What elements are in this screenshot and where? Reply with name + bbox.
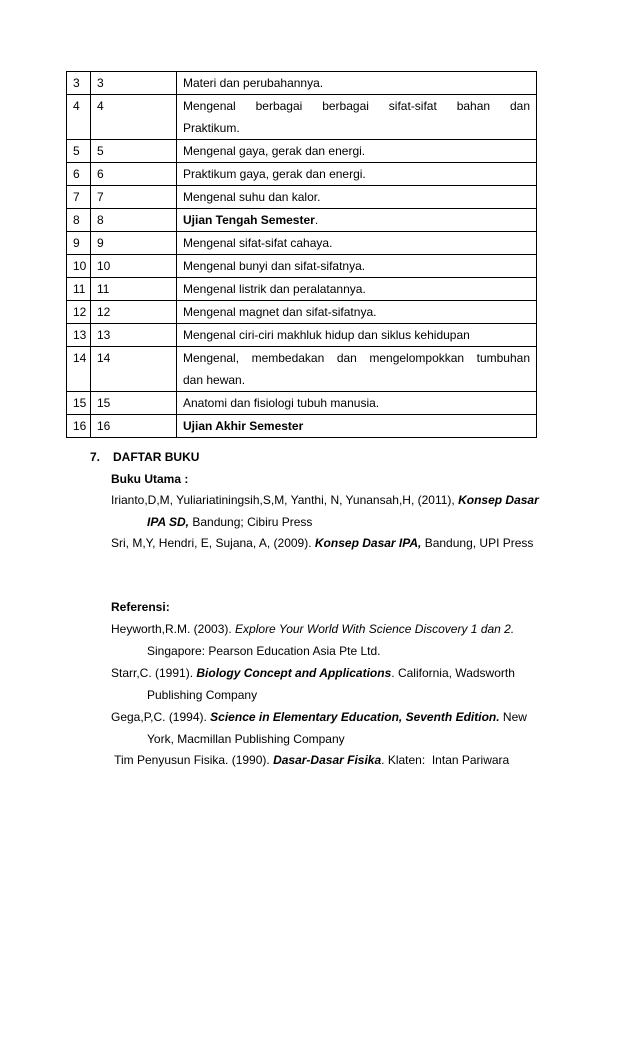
table-row: [67, 209, 537, 232]
book-publisher: Bandung; Cibiru Press: [189, 515, 313, 529]
row-topic: [177, 209, 537, 232]
row-number: 6: [67, 163, 91, 186]
row-week: 7: [91, 186, 177, 209]
table-row: [67, 232, 537, 255]
book-publisher: Bandung, UPI Press: [421, 536, 534, 550]
row-topic: Materi dan perubahannya.: [177, 72, 537, 95]
row-topic: Mengenal gaya, gerak dan energi.: [177, 140, 537, 163]
reference-entry-cont: Publishing Company: [147, 688, 258, 702]
table-row: [67, 392, 537, 415]
row-topic: Mengenal listrik dan peralatannya.: [177, 278, 537, 301]
row-week: 11: [91, 278, 177, 301]
main-books-heading: Buku Utama :: [111, 472, 189, 486]
ref-authors: Tim Penyusun Fisika. (1990).: [111, 753, 274, 767]
reference-entry: [111, 621, 514, 637]
row-topic-tail: .: [314, 213, 319, 227]
row-week: 3: [91, 72, 177, 95]
row-number: 7: [67, 186, 91, 209]
midterm-exam-label: Ujian Tengah Semester: [183, 213, 315, 227]
table-row: [67, 163, 537, 186]
row-topic: Mengenal sifat-sifat cahaya.: [177, 232, 537, 255]
row-topic: Anatomi dan fisiologi tubuh manusia.: [177, 392, 537, 415]
row-week: 13: [91, 324, 177, 347]
row-topic-line1: Mengenal berbagai berbagai sifat-sifat bahan dan: [183, 99, 530, 113]
book-entry: [111, 492, 539, 508]
row-week: 12: [91, 301, 177, 324]
table-row: [67, 255, 537, 278]
row-number: 5: [67, 140, 91, 163]
row-number: 13: [67, 324, 91, 347]
section-title: [90, 449, 590, 465]
row-week: 16: [91, 415, 177, 438]
reference-entry-cont: York, Macmillan Publishing Company: [147, 732, 345, 746]
table-row: [67, 186, 537, 209]
ref-publisher: . California, Wadsworth: [391, 666, 515, 680]
ref-authors: Gega,P,C. (1994).: [111, 710, 211, 724]
book-authors: Irianto,D,M, Yuliariatiningsih,S,M, Yanthi, N, Yunansah,H, (2011),: [111, 493, 459, 507]
row-week: 10: [91, 255, 177, 278]
book-entry: [111, 535, 533, 551]
table-row: [67, 95, 537, 140]
book-title: Konsep Dasar: [458, 493, 539, 507]
table-row: [67, 278, 537, 301]
book-list-section: [90, 449, 590, 465]
ref-authors: Heyworth,R.M. (2003).: [111, 622, 236, 636]
table-row: [67, 347, 537, 392]
section-title-text: DAFTAR BUKU: [113, 450, 200, 464]
table-row: [67, 301, 537, 324]
row-topic: Praktikum gaya, gerak dan energi.: [177, 163, 537, 186]
row-number: 16: [67, 415, 91, 438]
schedule-table: [66, 71, 537, 438]
table-row: [67, 324, 537, 347]
row-week: 4: [91, 95, 177, 140]
book-title: IPA SD,: [147, 515, 190, 529]
row-number: 8: [67, 209, 91, 232]
ref-authors: Starr,C. (1991).: [111, 666, 197, 680]
section-number: 7.: [90, 450, 101, 464]
row-number: 11: [67, 278, 91, 301]
row-topic: Mengenal ciri-ciri makhluk hidup dan siklus kehidupan: [177, 324, 537, 347]
table-row: [67, 72, 537, 95]
row-number: 3: [67, 72, 91, 95]
row-number: 15: [67, 392, 91, 415]
reference-entry: [111, 665, 515, 681]
row-week: 6: [91, 163, 177, 186]
row-week: 5: [91, 140, 177, 163]
row-topic-line2: Praktikum.: [183, 121, 240, 135]
book-title: Konsep Dasar IPA,: [314, 536, 422, 550]
row-topic: Mengenal magnet dan sifat-sifatnya.: [177, 301, 537, 324]
row-number: 9: [67, 232, 91, 255]
book-authors: Sri, M,Y, Hendri, E, Sujana, A, (2009).: [111, 536, 315, 550]
ref-publisher: . Klaten: Intan Pariwara: [381, 753, 510, 767]
ref-title: Explore Your World With Science Discovery 1 dan 2.: [235, 622, 515, 636]
table-row: [67, 415, 537, 438]
references-heading: Referensi:: [111, 600, 170, 614]
row-topic-line1: Mengenal, membedakan dan mengelompokkan tumbuhan: [183, 351, 530, 365]
reference-entry: [111, 752, 509, 768]
ref-title: Science in Elementary Education, Seventh Edition.: [210, 710, 500, 724]
row-topic: Mengenal bunyi dan sifat-sifatnya.: [177, 255, 537, 278]
ref-title: Biology Concept and Applications: [196, 666, 392, 680]
row-topic-line2: dan hewan.: [183, 373, 246, 387]
row-number: 10: [67, 255, 91, 278]
row-topic: Mengenal suhu dan kalor.: [177, 186, 537, 209]
book-entry-cont: [147, 514, 312, 530]
row-week: 14: [91, 347, 177, 392]
final-exam-label: Ujian Akhir Semester: [177, 415, 537, 438]
reference-entry-cont: Singapore: Pearson Education Asia Pte Ltd.: [147, 644, 381, 658]
row-week: 9: [91, 232, 177, 255]
table-row: [67, 140, 537, 163]
ref-title: Dasar-Dasar Fisika: [273, 753, 382, 767]
reference-entry: [111, 709, 527, 725]
row-number: 4: [67, 95, 91, 140]
row-topic: [177, 95, 537, 140]
row-week: 15: [91, 392, 177, 415]
row-topic: [177, 347, 537, 392]
row-week: 8: [91, 209, 177, 232]
row-number: 12: [67, 301, 91, 324]
ref-publisher: New: [499, 710, 527, 724]
row-number: 14: [67, 347, 91, 392]
